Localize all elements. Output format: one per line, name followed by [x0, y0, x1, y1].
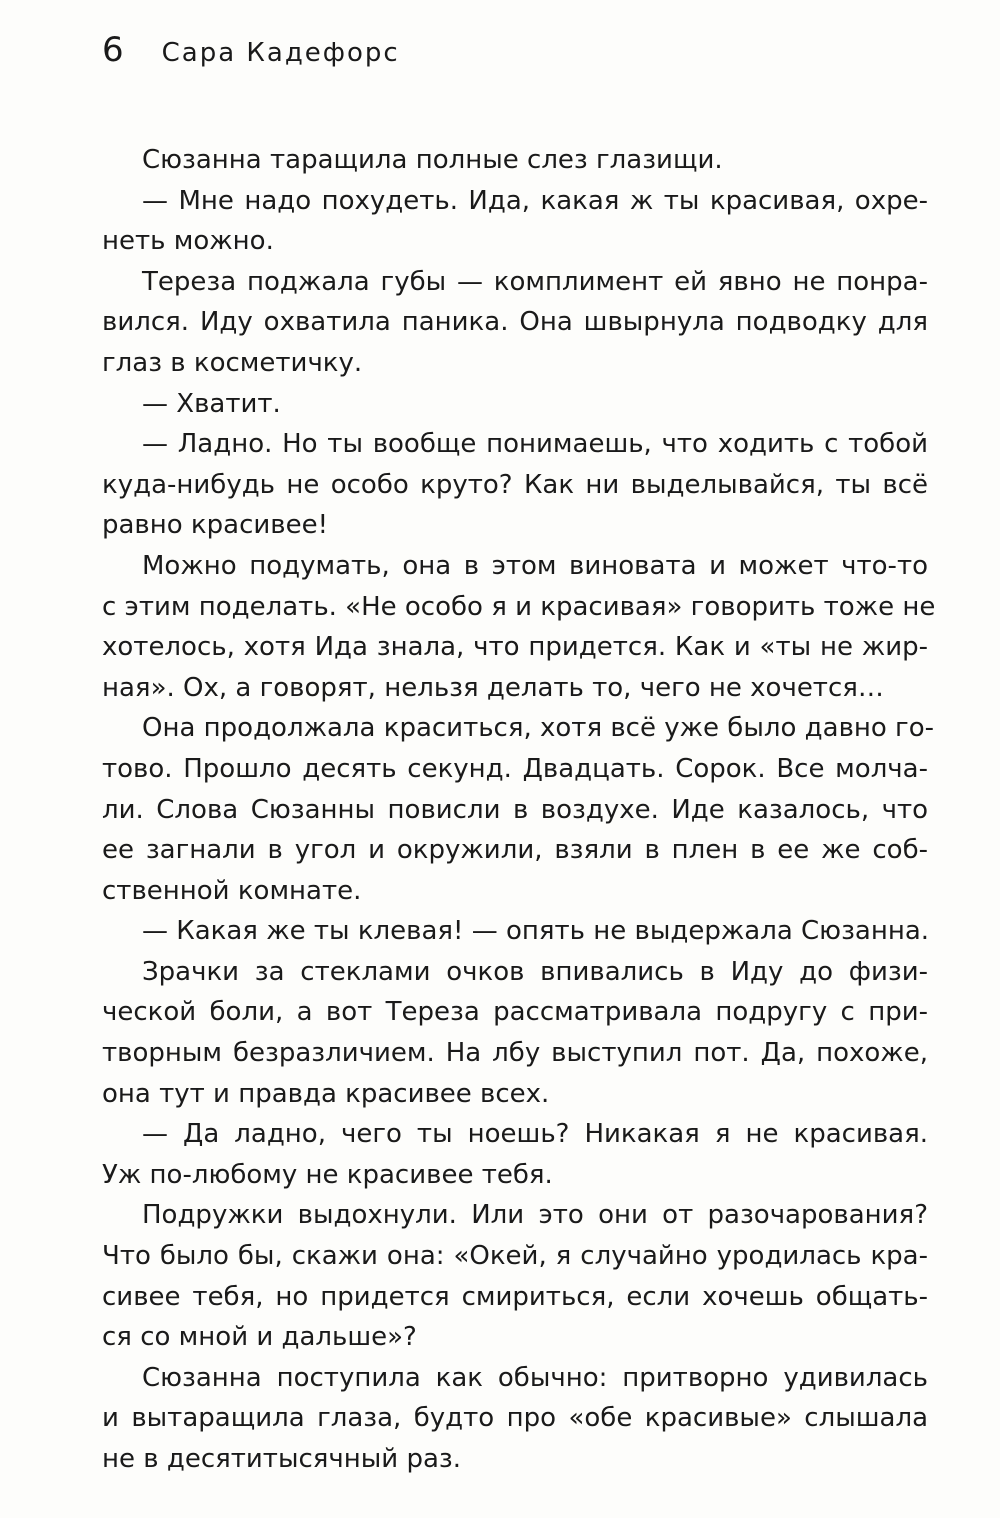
text-line: неть можно.	[102, 226, 274, 257]
text-line: хотелось, хотя Ида знала, что придется. Как и «ты не жир-	[102, 632, 928, 663]
text-line: Можно подумать, она в этом виновата и может что-то	[142, 550, 928, 581]
text-line: и вытаращила глаза, будто про «обе красивые» слышала	[102, 1403, 928, 1434]
text-line: ли. Слова Сюзанны повисли в воздухе. Иде казалось, что	[102, 794, 928, 825]
text-line: Зрачки за стеклами очков впивались в Иду до физи-	[142, 956, 928, 987]
text-line: не в десятитысячный раз.	[102, 1444, 461, 1474]
text-line: ческой боли, а вот Тереза рассматривала подругу с при-	[102, 997, 928, 1028]
text-line: Уж по-любому не красивее тебя.	[102, 1159, 553, 1190]
text-line: — Хватит.	[142, 388, 281, 419]
text-line: Она продолжала краситься, хотя всё уже было давно го-	[142, 713, 935, 744]
text-line: Подружки выдохнули. Или это они от разочарования?	[142, 1200, 928, 1231]
text-line: — Ладно. Но ты вообще понимаешь, что ходить с тобой	[142, 429, 928, 460]
text-line: с этим поделать. «Не особо я и красивая» говорить тоже не	[102, 591, 936, 622]
text-line: — Какая же ты клевая! — опять не выдержала Сюзанна.	[142, 916, 930, 947]
text-line: творным безразличием. На лбу выступил пот. Да, похоже,	[102, 1038, 928, 1069]
text-line: куда-нибудь не особо круто? Как ни выделывайся, ты всё	[102, 469, 928, 500]
text-line: она тут и правда красивее всех.	[102, 1078, 550, 1109]
text-line: ее загнали в угол и окружили, взяли в плен в ее же соб-	[102, 835, 928, 866]
text-line: — Да ладно, чего ты ноешь? Никакая я не красивая.	[142, 1119, 928, 1150]
text-line: вился. Иду охватила паника. Она швырнула подводку для	[102, 307, 928, 338]
text-line: Тереза поджала губы — комплимент ей явно не понра-	[142, 266, 928, 297]
text-line: Сюзанна таращила полные слез глазищи.	[142, 145, 723, 175]
running-head	[102, 30, 400, 70]
text-line: ственной комнате.	[102, 875, 362, 906]
text-line: сивее тебя, но придется смириться, если хочешь общать-	[102, 1281, 928, 1312]
text-line: тово. Прошло десять секунд. Двадцать. Сорок. Все молча-	[102, 753, 928, 784]
text-line: равно красивее!	[102, 510, 329, 541]
page-number: 6	[102, 30, 124, 70]
text-line: ная». Ох, а говорят, нельзя делать то, чего не хочется…	[102, 672, 884, 703]
text-line: ся со мной и дальше»?	[102, 1322, 417, 1353]
body-text	[102, 140, 936, 1480]
text-line: Что было бы, скажи она: «Окей, я случайно уродилась кра-	[102, 1241, 928, 1272]
text-line: Сюзанна поступила как обычно: притворно удивилась	[142, 1362, 928, 1393]
running-head-author: Сара Кадефорс	[161, 38, 400, 68]
text-line: — Мне надо похудеть. Ида, какая ж ты красивая, охре-	[142, 185, 928, 216]
text-line: глаз в косметичку.	[102, 347, 363, 378]
